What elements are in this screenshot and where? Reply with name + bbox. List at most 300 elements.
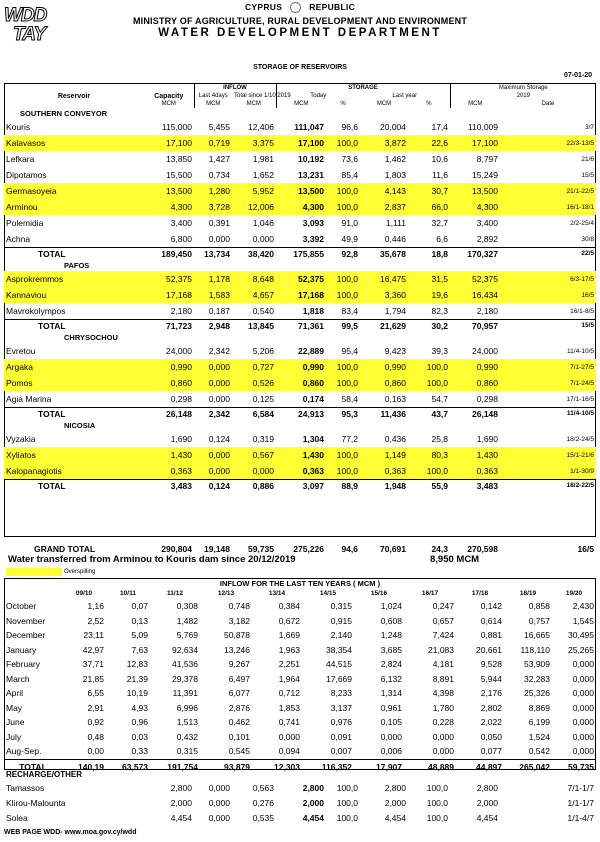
cell-cap: 17,100 (144, 135, 194, 151)
total-today: 71,361 (276, 320, 326, 333)
cell-l4: 0,000 (194, 359, 232, 375)
reservoir-name: Kalopanagiotis (4, 463, 144, 480)
inflow-value: 0,007 (330, 746, 352, 757)
inflow-value: 0,000 (572, 688, 594, 699)
cell-today: 17,168 (276, 287, 326, 303)
inflow-value: 0,858 (528, 601, 550, 612)
cell-max: 2,800 (476, 783, 498, 793)
inflow-row (4, 657, 596, 672)
section-name: PAFOS (64, 261, 90, 270)
cell-l4: 1,178 (194, 271, 232, 287)
total-l4: 2,948 (194, 320, 232, 333)
total-date: 15/5 (500, 320, 596, 333)
cell-ly: 0,860 (360, 375, 408, 391)
cell-lypct: 19,6 (408, 287, 450, 303)
reservoir-name: Arminou (4, 199, 144, 215)
total-lypct: 55,9 (408, 480, 450, 493)
reservoir-row (4, 303, 596, 320)
inflow-value: 7,424 (432, 630, 454, 641)
inflow-value: 0,542 (528, 746, 550, 757)
inflow-total-value: 12,303 (274, 761, 300, 772)
overspilling-label: Overspilling (64, 569, 96, 575)
cell-cap: 6,800 (170, 233, 192, 244)
cell-today: 0,363 (276, 463, 326, 480)
inflow-row (4, 715, 596, 730)
cell-l4: 0,187 (208, 305, 230, 316)
cell-ly: 2,000 (384, 798, 406, 808)
cell-ly: 16,475 (360, 271, 408, 287)
total-tot: 38,420 (232, 248, 276, 261)
cell-l4: 2,342 (208, 345, 230, 356)
cell-ly: 0,436 (384, 433, 407, 444)
reservoir-name: Argaka (4, 359, 144, 375)
cell-ly: 1,462 (384, 153, 407, 164)
inflow-value: 6,077 (228, 688, 250, 699)
inflow-value: 2,430 (572, 601, 594, 612)
total-today: 24,913 (276, 408, 326, 421)
reservoir-row (4, 151, 596, 167)
cell-tot: 12,406 (248, 121, 275, 132)
reservoir-row (4, 271, 596, 287)
cell-ly: 4,143 (360, 183, 408, 199)
cell-pct: 100,0 (326, 359, 360, 375)
cell-pct: 100,0 (336, 783, 358, 793)
reservoir-name: Mavrokolympos (6, 305, 66, 316)
inflow-value: 1,545 (572, 615, 594, 626)
storage-table (4, 84, 596, 492)
maximum-storage-header: Maximum Storage (450, 84, 596, 92)
inflow-total-value: 44,897 (476, 761, 502, 772)
total-cap: 3,483 (144, 480, 194, 493)
cell-ly: 0,363 (360, 463, 408, 480)
reservoir-name: Agia Marina (6, 393, 52, 404)
inflow-value: 0,00 (87, 746, 104, 757)
cell-cap: 0,860 (144, 375, 194, 391)
cell-max: 24,000 (472, 345, 499, 356)
cell-pct: 100,0 (336, 798, 358, 808)
unit-mcm: MCM (376, 100, 392, 107)
cell-cap: 4,300 (144, 199, 194, 215)
inflow-value: 0,000 (572, 746, 594, 757)
section-header (4, 420, 596, 431)
total-pct: 99,5 (326, 320, 360, 333)
inflow-value: 0,672 (278, 615, 300, 626)
inflow-value: 0,976 (330, 717, 352, 728)
cell-date: 21/1-22/5 (500, 183, 596, 199)
cell-max: 15,249 (472, 169, 499, 180)
year-header: 11/12 (167, 590, 183, 597)
inflow-value: 0,432 (176, 731, 198, 742)
grand-total-row: GRAND TOTAL 290,804 19,148 59,735 275,226 94,6 70,691 24,3 270,598 16/5 (34, 543, 594, 554)
cell-tot: 0,125 (252, 393, 275, 404)
cell-l4: 0,124 (208, 433, 230, 444)
inflow-total-value: 63,573 (122, 761, 148, 772)
inflow-total-value: 59,735 (568, 761, 594, 772)
cell-pct: 58,4 (341, 393, 359, 404)
inflow-value: 6,497 (228, 673, 250, 684)
cell-ly: 0,446 (384, 233, 407, 244)
cell-max: 110,009 (467, 121, 499, 132)
cell-tot: 5,206 (252, 345, 275, 356)
inflow-value: 1,853 (278, 702, 300, 713)
cell-l4: 1,280 (194, 183, 232, 199)
cell-lypct: 100,0 (426, 798, 448, 808)
total-l4: 13,734 (194, 248, 232, 261)
cell-lypct: 100,0 (408, 463, 450, 480)
reservoir-name: Achna (6, 233, 31, 244)
cell-tot: 4,657 (232, 287, 276, 303)
reservoir-header: Reservoir (57, 92, 91, 100)
total-max: 3,483 (450, 480, 500, 493)
inflow-value: 2,876 (228, 702, 250, 713)
inflow-value: 10,19 (126, 688, 148, 699)
inflow-value: 0,000 (380, 731, 402, 742)
total-pct: 92,8 (326, 248, 360, 261)
cell-date: 22/3-13/5 (500, 135, 596, 151)
cell-today: 3,392 (302, 233, 325, 244)
transfer-note: Water transferred from Arminou to Kouris dam since 20/12/2019 (8, 554, 296, 565)
cell-today: 13,231 (298, 169, 325, 180)
reservoir-name: Dipotamos (6, 169, 47, 180)
cell-today: 1,304 (302, 433, 325, 444)
reservoir-row (4, 183, 596, 199)
cell-date: 1/1-1/7 (567, 798, 594, 808)
inflow-row (4, 744, 596, 759)
cell-lypct: 17,4 (431, 121, 449, 132)
inflow-value: 0,915 (330, 615, 352, 626)
cell-today: 4,300 (276, 199, 326, 215)
month-label: Aug-Sep. (6, 746, 42, 757)
year-header: 16/17 (421, 590, 439, 597)
inflow-value: 0,96 (131, 717, 148, 728)
cell-pct: 100,0 (326, 199, 360, 215)
cell-lypct: 80,3 (408, 447, 450, 463)
reservoir-row (4, 287, 596, 303)
cell-max: 2,180 (476, 305, 499, 316)
cell-ly: 1,794 (384, 305, 407, 316)
inflow-value: 0,33 (131, 746, 148, 757)
inflow-value: 2,251 (278, 659, 300, 670)
cell-tot: 1,046 (252, 217, 275, 228)
inflow-row (4, 628, 596, 643)
total-cap: 71,723 (144, 320, 194, 333)
cell-l4: 1,583 (194, 287, 232, 303)
reservoir-row (4, 343, 596, 359)
inflow-value: 6,132 (380, 673, 402, 684)
inflow-value: 5,09 (131, 630, 148, 641)
inflow-value: 1,513 (176, 717, 198, 728)
total-label: TOTAL (4, 480, 144, 493)
reservoir-name: Kalavasos (4, 135, 144, 151)
cell-l4: 0,000 (208, 798, 230, 808)
cell-lypct: 100,0 (408, 375, 450, 391)
cell-pct: 100,0 (336, 813, 358, 823)
cell-today: 2,000 (302, 798, 324, 808)
inflow-value: 0,757 (528, 615, 550, 626)
cell-cap: 15,500 (166, 169, 192, 180)
cell-max: 4,454 (476, 813, 498, 823)
inflow-total-value: 140,19 (78, 761, 104, 772)
cell-l4: 0,000 (208, 783, 230, 793)
coat-of-arms-icon (290, 2, 301, 13)
overspilling-swatch (6, 568, 62, 576)
inflow-value: 3,685 (380, 644, 402, 655)
inflow-value: 50,878 (224, 630, 250, 641)
inflow-value: 42,97 (82, 644, 104, 655)
cell-l4: 0,000 (194, 447, 232, 463)
cell-tot: 0,276 (252, 798, 274, 808)
reservoir-row (4, 447, 596, 463)
month-label: October (6, 601, 37, 612)
cell-date: 16/1-8/5 (570, 307, 594, 315)
month-label: November (6, 615, 46, 626)
cell-pct: 100,0 (326, 183, 360, 199)
recharge-name: Solea (6, 813, 28, 823)
section-name: NICOSIA (64, 421, 96, 430)
inflow-value: 6,996 (176, 702, 198, 713)
total-tot: 6,584 (232, 408, 276, 421)
inflow-value: 25,265 (568, 644, 594, 655)
inflow-value: 0,748 (228, 601, 250, 612)
total-l4: 0,124 (194, 480, 232, 493)
unit-mcm: MCM (161, 100, 176, 107)
inflow-value: 41,536 (172, 659, 198, 670)
inflow-value: 0,384 (278, 601, 300, 612)
cell-max: 8,797 (476, 153, 499, 164)
inflow-header: INFLOW (194, 84, 276, 92)
reservoir-name: Kannaviou (4, 287, 144, 303)
cell-ly: 1,111 (386, 217, 407, 228)
cell-l4: 5,455 (208, 121, 230, 132)
inflow-value: 9,528 (480, 659, 502, 670)
reservoir-name: Germasoyeia (4, 183, 144, 199)
month-label: March (6, 673, 30, 684)
cell-pct: 77,2 (341, 433, 359, 444)
inflow-value: 8,891 (432, 673, 454, 684)
cell-lypct: 30,7 (408, 183, 450, 199)
year-header: 18/19 (519, 590, 537, 597)
inflow-value: 2,140 (330, 630, 352, 641)
inflow-row (4, 686, 596, 701)
cell-max: 2,892 (476, 233, 499, 244)
total-max: 70,957 (450, 320, 500, 333)
cell-ly: 1,803 (384, 169, 407, 180)
cell-cap: 0,298 (170, 393, 192, 404)
cell-ly: 20,004 (380, 121, 407, 132)
inflow-value: 118,110 (520, 644, 550, 655)
cell-ly: 1,149 (360, 447, 408, 463)
recharge-name: Tamassos (6, 783, 45, 793)
cell-cap: 2,000 (170, 798, 192, 808)
reservoir-row (4, 119, 596, 135)
cell-date: 17/1-16/5 (566, 395, 594, 403)
inflow-value: 1,248 (380, 630, 402, 641)
cell-max: 4,300 (450, 199, 500, 215)
cell-today: 10,192 (298, 153, 325, 164)
inflow-value: 0,000 (572, 717, 594, 728)
year-header: 14/15 (319, 590, 337, 597)
cell-pct: 85,4 (341, 169, 359, 180)
capacity-header: Capacity (154, 92, 184, 100)
section-name: SOUTHERN CONVEYOR (20, 109, 108, 118)
cell-cap: 2,180 (170, 305, 192, 316)
inflow-value: 0,105 (380, 717, 402, 728)
cell-date: 15/1-21/6 (500, 447, 596, 463)
inflow-total-value: 17,907 (376, 761, 402, 772)
recharge-table (4, 769, 596, 826)
inflow-value: 44,515 (326, 659, 352, 670)
page-header (0, 2, 600, 39)
cell-pct: 73,6 (341, 153, 359, 164)
total-cap: 189,450 (144, 248, 194, 261)
inflow-value: 32,283 (524, 673, 550, 684)
cell-date: 6/3-17/5 (500, 271, 596, 287)
year-header: 10/11 (120, 590, 136, 597)
inflow-value: 37,71 (82, 659, 104, 670)
year-header: 09/10 (75, 590, 93, 597)
cell-today: 111,047 (294, 121, 325, 132)
section-header (4, 332, 596, 343)
cell-l4: 0,000 (208, 813, 230, 823)
today-header: Today (276, 92, 360, 100)
cell-max: 17,100 (450, 135, 500, 151)
month-label: April (6, 688, 24, 699)
reservoir-row (4, 463, 596, 480)
cell-today: 0,174 (302, 393, 325, 404)
inflow-total-value: 93,879 (224, 761, 250, 772)
inflow-value: 0,000 (432, 746, 454, 757)
logo-line-1: WDD (4, 5, 47, 26)
inflow-value: 0,07 (131, 601, 148, 612)
cell-pct: 100,0 (326, 287, 360, 303)
inflow-value: 2,824 (380, 659, 402, 670)
unit-pct: % (340, 100, 346, 107)
year-header: 17/18 (471, 590, 489, 597)
cell-pct: 91,0 (341, 217, 359, 228)
inflow-value: 0,03 (131, 731, 148, 742)
reservoir-name: Xyliatos (4, 447, 144, 463)
cell-pct: 100,0 (326, 271, 360, 287)
last-year-header: Last year (392, 92, 418, 99)
transfer-value: 8,950 MCM (430, 554, 480, 565)
cell-cap: 2,800 (170, 783, 192, 793)
inflow-value: 0,614 (480, 615, 502, 626)
cell-lypct: 66,0 (408, 199, 450, 215)
inflow-value: 0,315 (176, 746, 198, 757)
inflow-ten-years-title: INFLOW FOR THE LAST TEN YEARS ( MCM ) (219, 579, 381, 588)
inflow-value: 0,000 (432, 731, 454, 742)
inflow-ten-years-table (4, 579, 596, 774)
cell-pct: 96,6 (341, 121, 359, 132)
reservoir-name: Evretou (6, 345, 36, 356)
inflow-value: 3,182 (228, 615, 250, 626)
inflow-value: 30,495 (568, 630, 594, 641)
cell-max: 1,690 (476, 433, 499, 444)
inflow-value: 12,83 (126, 659, 148, 670)
total-label: TOTAL (4, 408, 144, 421)
cell-l4: 0,000 (194, 463, 232, 480)
cell-today: 52,375 (276, 271, 326, 287)
cell-cap: 115,000 (161, 121, 192, 132)
inflow-value: 25,326 (524, 688, 550, 699)
cell-ly: 0,990 (360, 359, 408, 375)
cell-pct: 100,0 (326, 375, 360, 391)
inflow-value: 0,050 (480, 731, 502, 742)
total-pct: 88,9 (326, 480, 360, 493)
inflow-row (4, 643, 596, 658)
total-cap: 26,148 (144, 408, 194, 421)
year-header: 2019 (450, 92, 596, 100)
inflow-value: 0,091 (330, 731, 352, 742)
cell-lypct: 11,6 (432, 169, 449, 180)
cell-max: 52,375 (450, 271, 500, 287)
inflow-value: 0,92 (87, 717, 104, 728)
inflow-value: 0,000 (572, 673, 594, 684)
inflow-value: 8,869 (528, 702, 550, 713)
date-header: Date (541, 100, 555, 107)
cell-date: 7/1-27/5 (500, 359, 596, 375)
cell-cap: 17,168 (144, 287, 194, 303)
inflow-value: 1,024 (380, 601, 402, 612)
cell-date: 7/1-1/7 (567, 783, 594, 793)
inflow-value: 4,181 (432, 659, 454, 670)
total-date: 22/5 (500, 248, 596, 261)
cell-tot: 0,567 (232, 447, 276, 463)
cell-pct: 83,4 (341, 305, 359, 316)
reservoir-row (4, 135, 596, 151)
inflow-value: 1,780 (432, 702, 454, 713)
inflow-value: 13,246 (224, 644, 250, 655)
unit-mcm: MCM (276, 100, 326, 108)
cell-cap: 24,000 (166, 345, 192, 356)
inflow-value: 0,228 (432, 717, 454, 728)
cyprus-label: CYPRUS (244, 2, 283, 12)
inflow-value: 1,964 (278, 673, 300, 684)
total-ly: 21,629 (360, 320, 408, 333)
inflow-value: 23,11 (83, 630, 104, 641)
cell-pct: 100,0 (326, 463, 360, 480)
reservoir-row (4, 391, 596, 408)
cell-tot: 5,952 (232, 183, 276, 199)
inflow-value: 38,354 (326, 644, 352, 655)
cell-tot: 1,652 (252, 169, 275, 180)
logo-line-2: TAY (13, 24, 46, 45)
reservoir-name: Polemidia (6, 217, 44, 228)
inflow-value: 2,802 (480, 702, 502, 713)
cell-tot: 3,375 (232, 135, 276, 151)
cell-max: 0,860 (450, 375, 500, 391)
month-label: December (6, 630, 46, 641)
section-total-row (4, 480, 596, 493)
cell-l4: 0,000 (208, 393, 230, 404)
cell-max: 16,434 (450, 287, 500, 303)
cell-l4: 0,391 (208, 217, 230, 228)
cell-ly: 0,163 (384, 393, 407, 404)
cell-date: 7/1-24/5 (500, 375, 596, 391)
month-label: June (6, 717, 25, 728)
inflow-value: 3,137 (330, 702, 352, 713)
inflow-value: 0,006 (380, 746, 402, 757)
total-lypct: 18,8 (408, 248, 450, 261)
inflow-value: 0,315 (330, 601, 352, 612)
inflow-value: 16,665 (524, 630, 550, 641)
cell-date: 30/8 (581, 235, 594, 243)
since-header: Total since 1/10/2019 (234, 92, 291, 99)
cell-cap: 4,454 (170, 813, 192, 823)
recharge-row (4, 781, 596, 796)
cell-today: 0,860 (276, 375, 326, 391)
cell-tot: 8,648 (232, 271, 276, 287)
